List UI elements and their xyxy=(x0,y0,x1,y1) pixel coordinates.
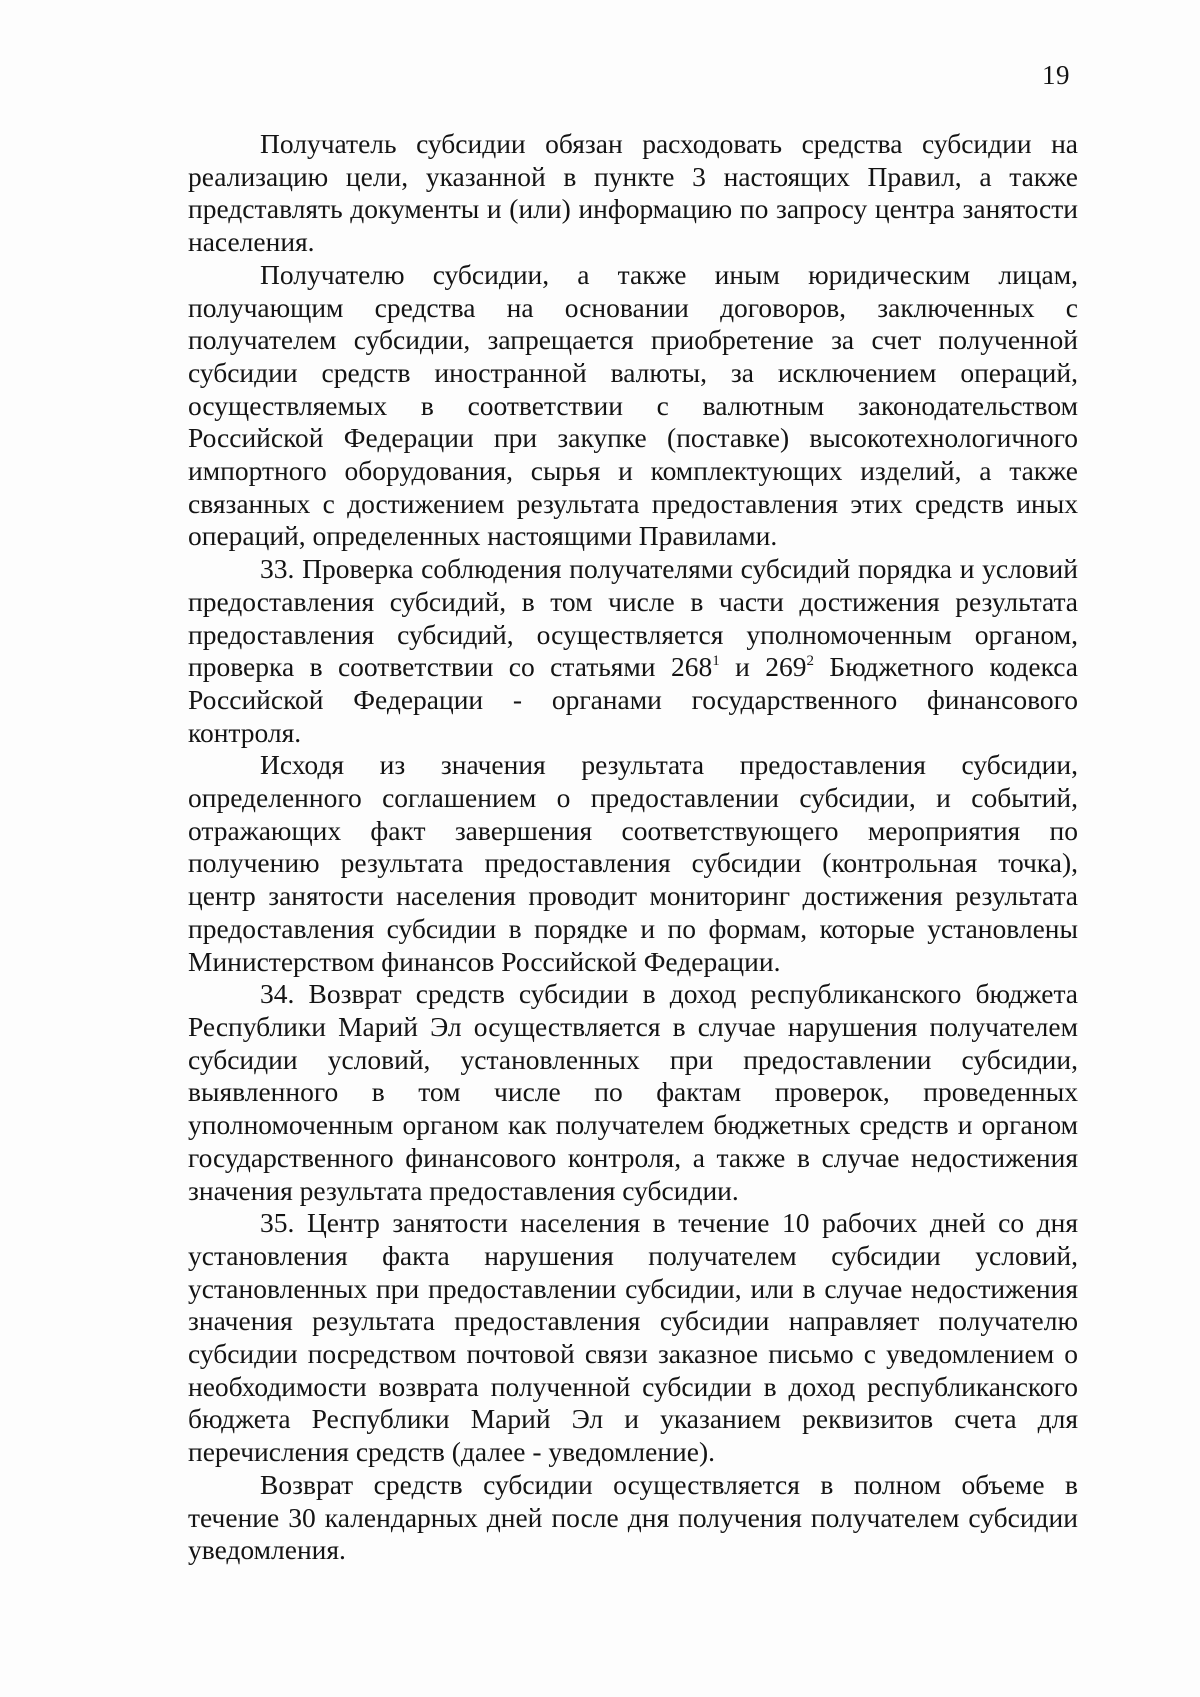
footnote-superscript-268: 1 xyxy=(712,653,720,670)
paragraph-34-refund: 34. Возврат средств субсидии в доход республиканского бюджета Республики Марий Эл осуществляется в случае нарушения получателем субсидии условий, установленных при предоставлении субсидии, выявленного в том числе по фактам проверок, проведенных уполномоченным органом как получателем бюджетных средств и органом государственного финансового контроля, а также в случае недостижения значения результата предоставления субсидии. xyxy=(188,978,1078,1206)
paragraph-refund-deadline: Возврат средств субсидии осуществляется в полном объеме в течение 30 календарных дней после дня получения получателем субсидии уведомления. xyxy=(188,1468,1078,1566)
footnote-superscript-269: 2 xyxy=(806,653,815,670)
document-body xyxy=(188,128,1078,1567)
paragraph-monitoring: Исходя из значения результата предоставления субсидии, определенного соглашением о предоставлении субсидии, и событий, отражающих факт завершения соответствующего мероприятия по получению результата предоставления субсидии (контрольная точка), центр занятости населения проводит мониторинг достижения результата предоставления субсидии в порядке и по формам, которые установлены Министерством финансов Российской Федерации. xyxy=(188,749,1078,977)
page-number: 19 xyxy=(1042,60,1070,90)
paragraph-33-text-part2: и 269 xyxy=(719,651,807,683)
paragraph-recipient-obligations: Получатель субсидии обязан расходовать средства субсидии на реализацию цели, указанной в пункте 3 настоящих Правил, а также представлять документы и (или) информацию по запросу центра занятости населения. xyxy=(188,128,1078,258)
paragraph-33-text-part3: Бюджетного кодекса Российской Федерации - органами государственного финансового контроля. xyxy=(188,651,1078,748)
paragraph-33-text-part1: 33. Проверка соблюдения получателями субсидий порядка и условий предоставления субсидий, в том числе в части достижения результата предоставления субсидий, осуществляется уполномоченным органом, проверка в соответствии со статьями 268 xyxy=(188,553,1078,683)
paragraph-33-compliance-check xyxy=(188,553,1078,749)
paragraph-currency-restriction: Получателю субсидии, а также иным юридическим лицам, получающим средства на основании договоров, заключенных с получателем субсидии, запрещается приобретение за счет полученной субсидии средств иностранной валюты, за исключением операций, осуществляемых в соответствии с валютным законодательством Российской Федерации при закупке (поставке) высокотехнологичного импортного оборудования, сырья и комплектующих изделий, а также связанных с достижением результата предоставления этих средств иных операций, определенных настоящими Правилами. xyxy=(188,258,1078,552)
paragraph-35-notification: 35. Центр занятости населения в течение 10 рабочих дней со дня установления факта нарушения получателем субсидии условий, установленных при предоставлении субсидии, или в случае недостижения значения результата предоставления субсидии направляет получателю субсидии посредством почтовой связи заказное письмо с уведомлением о необходимости возврата полученной субсидии в доход республиканского бюджета Республики Марий Эл и указанием реквизитов счета для перечисления средств (далее - уведомление). xyxy=(188,1207,1078,1468)
